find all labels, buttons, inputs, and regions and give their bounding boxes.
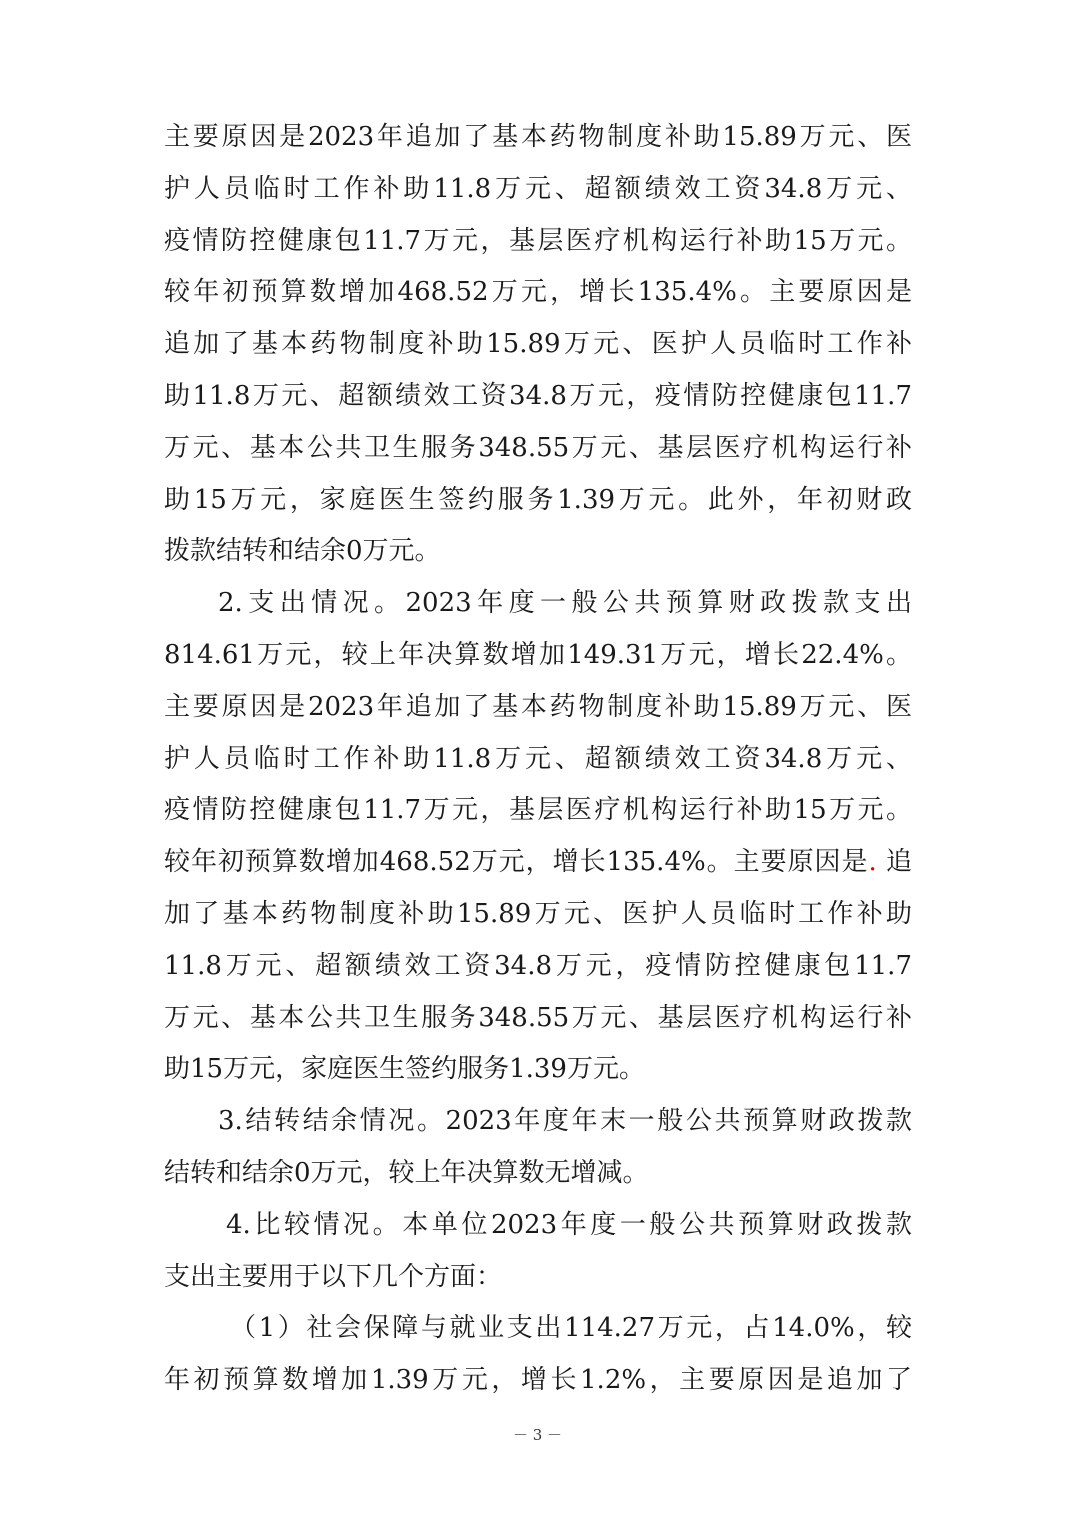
- red-period-mark: .: [868, 847, 877, 878]
- page-number: － 3 －: [512, 1426, 563, 1444]
- text-line: 主要原因是2023年追加了基本药物制度补助15.89万元、医: [164, 691, 912, 722]
- text-line: 疫情防控健康包11.7万元，基层医疗机构运行补助15万元。: [164, 795, 912, 826]
- text-line: 万元、基本公共卫生服务348.55万元、基层医疗机构运行补: [164, 432, 912, 463]
- text-line: 2.支出情况。2023年度一般公共预算财政拨款支出: [218, 588, 912, 619]
- text-segment: 较年初预算数增加468.52万元，增长135.4%。主要原因是: [164, 847, 869, 878]
- text-line: （1）社会保障与就业支出114.27万元，占14.0%，较: [230, 1313, 912, 1344]
- text-line: 拨款结转和结余0万元。: [164, 536, 441, 567]
- text-line: 护人员临时工作补助11.8万元、超额绩效工资34.8万元、: [164, 743, 912, 774]
- text-line: 加了基本药物制度补助15.89万元、医护人员临时工作补助: [164, 898, 912, 929]
- text-line: 万元、基本公共卫生服务348.55万元、基层医疗机构运行补: [164, 1002, 912, 1033]
- text-line: 较年初预算数增加468.52万元，增长135.4%。主要原因是: [164, 277, 912, 308]
- text-line: 4.比较情况。本单位2023年度一般公共预算财政拨款: [226, 1209, 912, 1240]
- text-line: 支出主要用于以下几个方面：: [164, 1261, 503, 1292]
- text-line: 814.61万元，较上年决算数增加149.31万元，增长22.4%。: [164, 639, 912, 670]
- body-text: [164, 112, 912, 1407]
- text-line: 主要原因是2023年追加了基本药物制度补助15.89万元、医: [164, 122, 912, 152]
- text-segment: 追: [885, 847, 912, 878]
- text-line: 结转和结余0万元，较上年决算数无增减。: [164, 1157, 649, 1188]
- text-line: 追加了基本药物制度补助15.89万元、医护人员临时工作补: [164, 329, 912, 360]
- text-line: 助11.8万元、超额绩效工资34.8万元，疫情防控健康包11.7: [164, 380, 912, 411]
- text-line: 11.8万元、超额绩效工资34.8万元，疫情防控健康包11.7: [164, 950, 912, 981]
- text-line-with-mark: [164, 837, 912, 889]
- text-line: 助15万元，家庭医生签约服务1.39万元。: [164, 1054, 645, 1085]
- text-line: 疫情防控健康包11.7万元，基层医疗机构运行补助15万元。: [164, 225, 912, 256]
- text-line: 3.结转结余情况。2023年度年末一般公共预算财政拨款: [218, 1106, 912, 1137]
- text-line: 助15万元，家庭医生签约服务1.39万元。此外，年初财政: [164, 484, 912, 515]
- text-line: 护人员临时工作补助11.8万元、超额绩效工资34.8万元、: [164, 173, 912, 204]
- text-line: 年初预算数增加1.39万元，增长1.2%，主要原因是追加了: [164, 1365, 912, 1396]
